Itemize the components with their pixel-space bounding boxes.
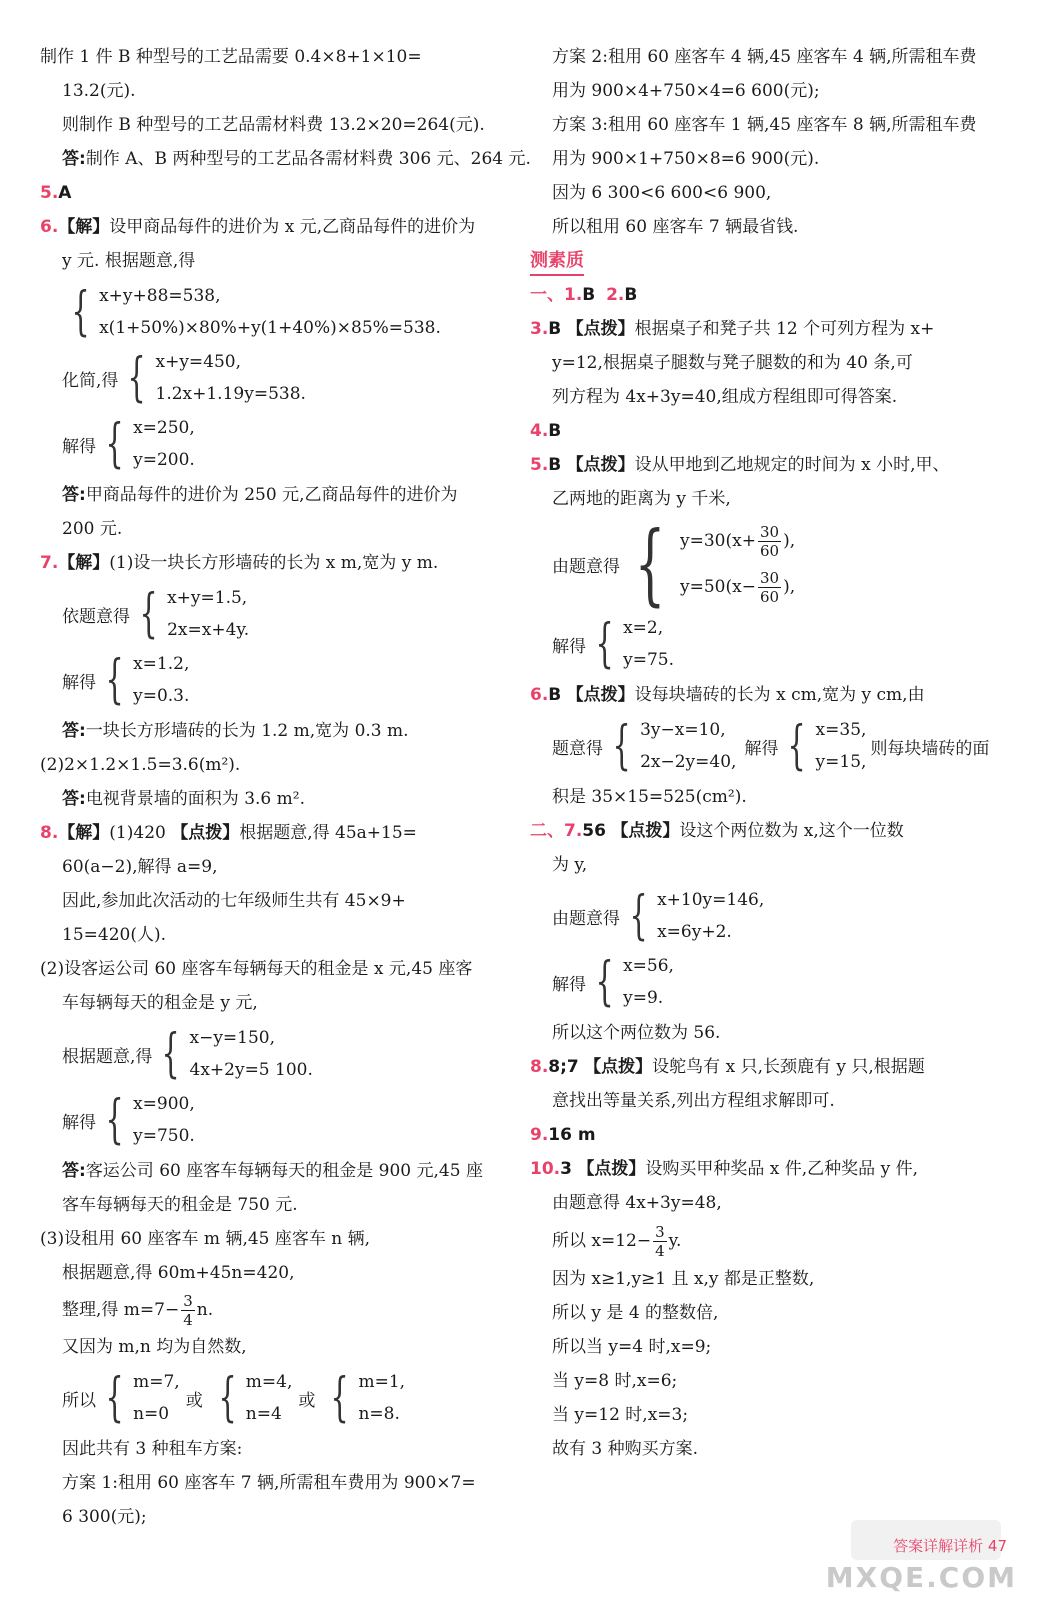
equation-system — [40, 1022, 510, 1086]
solution-system — [530, 950, 1010, 1014]
text-line: 当 y=12 时,x=3; — [552, 1405, 689, 1425]
equation-system — [40, 280, 510, 344]
answer-line — [40, 1154, 510, 1188]
text-line: 当 y=8 时,x=6; — [552, 1371, 678, 1391]
equation: y=750. — [133, 1126, 195, 1146]
equation: x(1+50%)×80%+y(1+40%)×85%=538. — [99, 318, 441, 338]
fraction — [758, 523, 781, 560]
brace-icon: { — [218, 1368, 237, 1428]
equation-system — [530, 714, 1010, 778]
text-line: (2)2×1.2×1.5=3.6(m²). — [40, 755, 241, 775]
left-column — [40, 40, 531, 1534]
choice-answer: B — [548, 319, 562, 339]
answer-line — [40, 478, 510, 512]
numerator: 3 — [183, 1292, 193, 1310]
text-line: y 元. 根据题意,得 — [62, 251, 196, 271]
equation: y=200. — [133, 450, 195, 470]
equation: x=250, — [133, 418, 195, 438]
equation: 1.2x+1.19y=538. — [155, 384, 306, 404]
equation: y=15, — [815, 752, 867, 772]
solution-system — [40, 648, 510, 712]
hint-tag: 【点拨】 — [577, 1159, 646, 1179]
question-3 — [530, 312, 1010, 346]
question-5 — [40, 176, 510, 210]
text-line: 60(a−2),解得 a=9, — [62, 857, 218, 877]
equation: x+y=450, — [155, 352, 242, 372]
choice-answer: B — [548, 421, 562, 441]
text-line: 6 300(元); — [62, 1507, 147, 1527]
question-number: 二、7. — [530, 821, 583, 841]
text-line: 13.2(元). — [62, 81, 136, 101]
text-line: 所以当 y=4 时,x=9; — [552, 1337, 712, 1357]
equation: x=900, — [133, 1094, 195, 1114]
text-line: 积是 35×15=525(cm²). — [552, 787, 747, 807]
text-line: 根据题意,得 45a+15= — [239, 823, 417, 843]
text-line: 设这个两位数为 x,这个一位数 — [679, 821, 904, 841]
answer-text: 制作 A、B 两种型号的工艺品各需材料费 306 元、264 元. — [85, 149, 531, 169]
right-column — [530, 40, 1010, 1466]
question-number: 9. — [530, 1125, 549, 1145]
label: 根据题意,得 — [62, 1046, 153, 1067]
text-line: 设甲商品每件的进价为 x 元,乙商品每件的进价为 — [109, 217, 476, 237]
text-line: 设购买甲种奖品 x 件,乙种奖品 y 件, — [645, 1159, 918, 1179]
text-line — [40, 1290, 510, 1330]
question-number: 4. — [530, 421, 549, 441]
text-line: 根据题意,得 60m+45n=420, — [62, 1263, 295, 1283]
text-line: (1)设一块长方形墙砖的长为 x m,宽为 y m. — [109, 553, 439, 573]
solution-options — [40, 1366, 510, 1430]
or-label: 或 — [298, 1390, 316, 1411]
question-number: 8. — [530, 1057, 549, 1077]
brace-icon: { — [105, 650, 124, 710]
label: 题意得 — [552, 738, 603, 759]
question-number: 5. — [40, 183, 59, 203]
question-number: 3. — [530, 319, 549, 339]
hint-tag: 【点拨】 — [171, 823, 240, 843]
watermark: MXQE.COM — [825, 1561, 1017, 1594]
question-5 — [530, 448, 1010, 482]
answer-line — [40, 782, 510, 816]
equation-system — [530, 512, 1010, 615]
equation: 4x+2y=5 100. — [189, 1060, 313, 1080]
text-line: 客车每辆每天的租金是 750 元. — [62, 1195, 298, 1215]
equation: x=6y+2. — [657, 922, 732, 942]
hint-tag: 【点拨】 — [566, 319, 635, 339]
brace-icon: { — [595, 614, 614, 674]
solution-tag: 【解】 — [58, 823, 110, 843]
question-number: 5. — [530, 455, 549, 475]
brace-icon: { — [105, 1090, 124, 1150]
label: 解得 — [62, 672, 96, 693]
label: 解得 — [62, 1112, 96, 1133]
label: 解得 — [552, 974, 586, 995]
text-line: 根据桌子和凳子共 12 个可列方程为 x+ — [634, 319, 935, 339]
equation: x=56, — [623, 956, 674, 976]
question-7 — [40, 546, 510, 580]
equation: m=1, — [358, 1372, 406, 1392]
text-line: 由题意得 4x+3y=48, — [552, 1193, 722, 1213]
numerator: 30 — [759, 522, 780, 541]
question-7 — [530, 814, 1010, 848]
choice-answer: A — [58, 183, 72, 203]
label: 由题意得 — [552, 908, 620, 929]
text-line: 因为 x≥1,y≥1 且 x,y 都是正整数, — [552, 1269, 815, 1289]
text-fragment: y=50 — [680, 577, 726, 597]
text-line: 15=420(人). — [62, 925, 166, 945]
answer-text: 客运公司 60 座客车每辆每天的租金是 900 元,45 座 — [85, 1161, 483, 1181]
denominator: 60 — [759, 541, 780, 560]
text-line: (3)设租用 60 座客车 m 辆,45 座客车 n 辆, — [40, 1229, 371, 1249]
question-number: 10. — [530, 1159, 561, 1179]
text-line: (1)420 — [109, 823, 166, 843]
solution-system — [40, 1088, 510, 1152]
text-fragment: x− — [732, 577, 756, 597]
equation-system — [40, 346, 510, 410]
answer-text: 甲商品每件的进价为 250 元,乙商品每件的进价为 — [85, 485, 458, 505]
hint-tag: 【点拨】 — [584, 1057, 653, 1077]
text-line: 又因为 m,n 均为自然数, — [62, 1337, 247, 1357]
equation: n=4 — [245, 1404, 282, 1424]
brace-icon: { — [634, 512, 666, 615]
brace-icon: { — [139, 584, 158, 644]
answer-label: 答: — [62, 721, 86, 741]
brace-icon: { — [612, 716, 631, 776]
brace-icon: { — [71, 282, 90, 342]
question-number: 6. — [530, 685, 549, 705]
label: 化简,得 — [62, 370, 119, 391]
text-line: y=12,根据桌子腿数与凳子腿数的和为 40 条,可 — [552, 353, 913, 373]
question-number: 2. — [606, 285, 625, 305]
brace-icon: { — [595, 952, 614, 1012]
equation: y=0.3. — [133, 686, 190, 706]
text-line: 所以租用 60 座客车 7 辆最省钱. — [552, 217, 799, 237]
fraction — [758, 569, 781, 606]
equation: y=75. — [623, 650, 674, 670]
text-line: 因此,参加此次活动的七年级师生共有 45×9+ — [62, 891, 406, 911]
brace-icon: { — [105, 414, 124, 474]
answer-text: 电视背景墙的面积为 3.6 m². — [85, 789, 305, 809]
equation: n=0 — [133, 1404, 170, 1424]
hint-tag: 【点拨】 — [611, 821, 680, 841]
equation: x=1.2, — [133, 654, 190, 674]
equation-system — [40, 582, 510, 646]
question-1-2 — [530, 278, 1010, 312]
question-number: 一、1. — [530, 285, 583, 305]
choice-answer: B — [548, 685, 562, 705]
section-header — [530, 244, 1010, 278]
label: 由题意得 — [552, 556, 620, 577]
choice-answer: B — [582, 285, 596, 305]
solution-tag: 【解】 — [58, 553, 110, 573]
fill-answer: 3 — [560, 1159, 572, 1179]
fill-answer: 16 m — [548, 1125, 596, 1145]
text-line: 故有 3 种购买方案. — [552, 1439, 699, 1459]
fraction — [181, 1292, 195, 1329]
question-6 — [40, 210, 510, 244]
equation: 2x=x+4y. — [167, 620, 250, 640]
text-line: 车每辆每天的租金是 y 元, — [62, 993, 258, 1013]
text-line: 则制作 B 种型号的工艺品需材料费 13.2×20=264(元). — [62, 115, 485, 135]
brace-icon: { — [330, 1368, 350, 1428]
text-line: 所以这个两位数为 56. — [552, 1023, 721, 1043]
text-fragment: 所以 x=12− — [552, 1231, 652, 1251]
text-fragment: 则每块墙砖的面 — [870, 738, 990, 759]
hint-tag: 【点拨】 — [566, 455, 635, 475]
text-line: 制作 1 件 B 种型号的工艺品需要 0.4×8+1×10= — [40, 47, 422, 67]
section-title: 测素质 — [530, 248, 584, 276]
equation: x=2, — [623, 618, 664, 638]
answer-label: 答: — [62, 789, 86, 809]
equation: m=4, — [245, 1372, 293, 1392]
equation: 2x−2y=40, — [640, 752, 737, 772]
question-4 — [530, 414, 1010, 448]
equation-system — [530, 884, 1010, 948]
text-line: 设每块墙砖的长为 x cm,宽为 y cm,由 — [634, 685, 925, 705]
brace-icon: { — [127, 348, 147, 408]
question-number: 7. — [40, 553, 59, 573]
equation: m=7, — [133, 1372, 180, 1392]
question-10 — [530, 1152, 1010, 1186]
text-fragment: 整理,得 m=7− — [62, 1300, 180, 1320]
text-line: 用为 900×4+750×4=6 600(元); — [552, 81, 820, 101]
label: 解得 — [62, 436, 96, 457]
text-line: 方案 1:租用 60 座客车 7 辆,所需租车费用为 900×7= — [62, 1473, 476, 1493]
label: 解得 — [744, 738, 779, 759]
numerator: 3 — [655, 1223, 665, 1241]
denominator: 4 — [655, 1242, 665, 1260]
text-line: 因为 6 300<6 600<6 900, — [552, 183, 772, 203]
text-line: 所以 y 是 4 的整数倍, — [552, 1303, 719, 1323]
answer-label: 答: — [62, 485, 86, 505]
brace-icon: { — [105, 1368, 124, 1428]
fill-answer: 8;7 — [548, 1057, 579, 1077]
equation: x+y+88=538, — [99, 286, 221, 306]
choice-answer: B — [624, 285, 638, 305]
question-number: 6. — [40, 217, 59, 237]
solution-tag: 【解】 — [58, 217, 110, 237]
equation: x=35, — [815, 720, 867, 740]
text-line: 为 y, — [552, 855, 588, 875]
text-line: 设从甲地到乙地规定的时间为 x 小时,甲、 — [634, 455, 950, 475]
text-line: 意找出等量关系,列出方程组求解即可. — [552, 1091, 835, 1111]
hint-tag: 【点拨】 — [566, 685, 635, 705]
equation: x−y=150, — [189, 1028, 276, 1048]
text-line: 方案 2:租用 60 座客车 4 辆,45 座客车 4 辆,所需租车费 — [552, 47, 977, 67]
text-line: 200 元. — [62, 519, 123, 539]
answer-line — [40, 142, 531, 176]
text-line: 乙两地的距离为 y 千米, — [552, 489, 731, 509]
page-footer: 答案详解详析 47 — [893, 1537, 1007, 1555]
equation: y=50 ( x− $\frac{30}{60}$ ), — [680, 568, 796, 606]
question-number: 8. — [40, 823, 59, 843]
brace-icon: { — [629, 886, 648, 946]
answer-label: 答: — [62, 1161, 86, 1181]
fraction — [653, 1223, 667, 1260]
equation: y=30 ( x+ $\frac{30}{60}$ ), — [680, 522, 796, 560]
equation: 3y−x=10, — [640, 720, 726, 740]
question-8 — [40, 816, 510, 850]
text-line: 列方程为 4x+3y=40,组成方程组即可得答案. — [552, 387, 898, 407]
text-line: 设鸵鸟有 x 只,长颈鹿有 y 只,根据题 — [652, 1057, 925, 1077]
question-6 — [530, 678, 1010, 712]
brace-icon: { — [161, 1024, 181, 1084]
text-line: 因此共有 3 种租车方案: — [62, 1439, 243, 1459]
or-label: 或 — [185, 1390, 203, 1411]
numerator: 30 — [759, 568, 780, 587]
question-9 — [530, 1118, 1010, 1152]
text-line: 方案 3:租用 60 座客车 1 辆,45 座客车 8 辆,所需租车费 — [552, 115, 977, 135]
fill-answer: 56 — [582, 821, 606, 841]
denominator: 60 — [759, 587, 780, 606]
text-line — [530, 1220, 1010, 1262]
brace-icon: { — [787, 716, 807, 776]
label: 解得 — [552, 636, 586, 657]
text-line: 用为 900×1+750×8=6 900(元). — [552, 149, 820, 169]
text-fragment: x+ — [732, 531, 756, 551]
question-8 — [530, 1050, 1010, 1084]
label: 依题意得 — [62, 606, 130, 627]
text-fragment: y=30 — [680, 531, 726, 551]
choice-answer: B — [548, 455, 562, 475]
label: 所以 — [62, 1390, 96, 1411]
answer-line — [40, 714, 510, 748]
denominator: 4 — [183, 1311, 193, 1329]
answer-text: 一块长方形墙砖的长为 1.2 m,宽为 0.3 m. — [85, 721, 409, 741]
solution-system — [530, 612, 1010, 676]
answer-label: 答: — [62, 149, 86, 169]
equation: x+y=1.5, — [167, 588, 248, 608]
text-fragment: n. — [196, 1300, 214, 1320]
text-line: (2)设客运公司 60 座客车每辆每天的租金是 x 元,45 座客 — [40, 959, 473, 979]
equation: n=8. — [358, 1404, 400, 1424]
equation: x+10y=146, — [657, 890, 765, 910]
equation: y=9. — [623, 988, 664, 1008]
solution-system — [40, 412, 510, 476]
text-fragment: y. — [668, 1231, 682, 1251]
